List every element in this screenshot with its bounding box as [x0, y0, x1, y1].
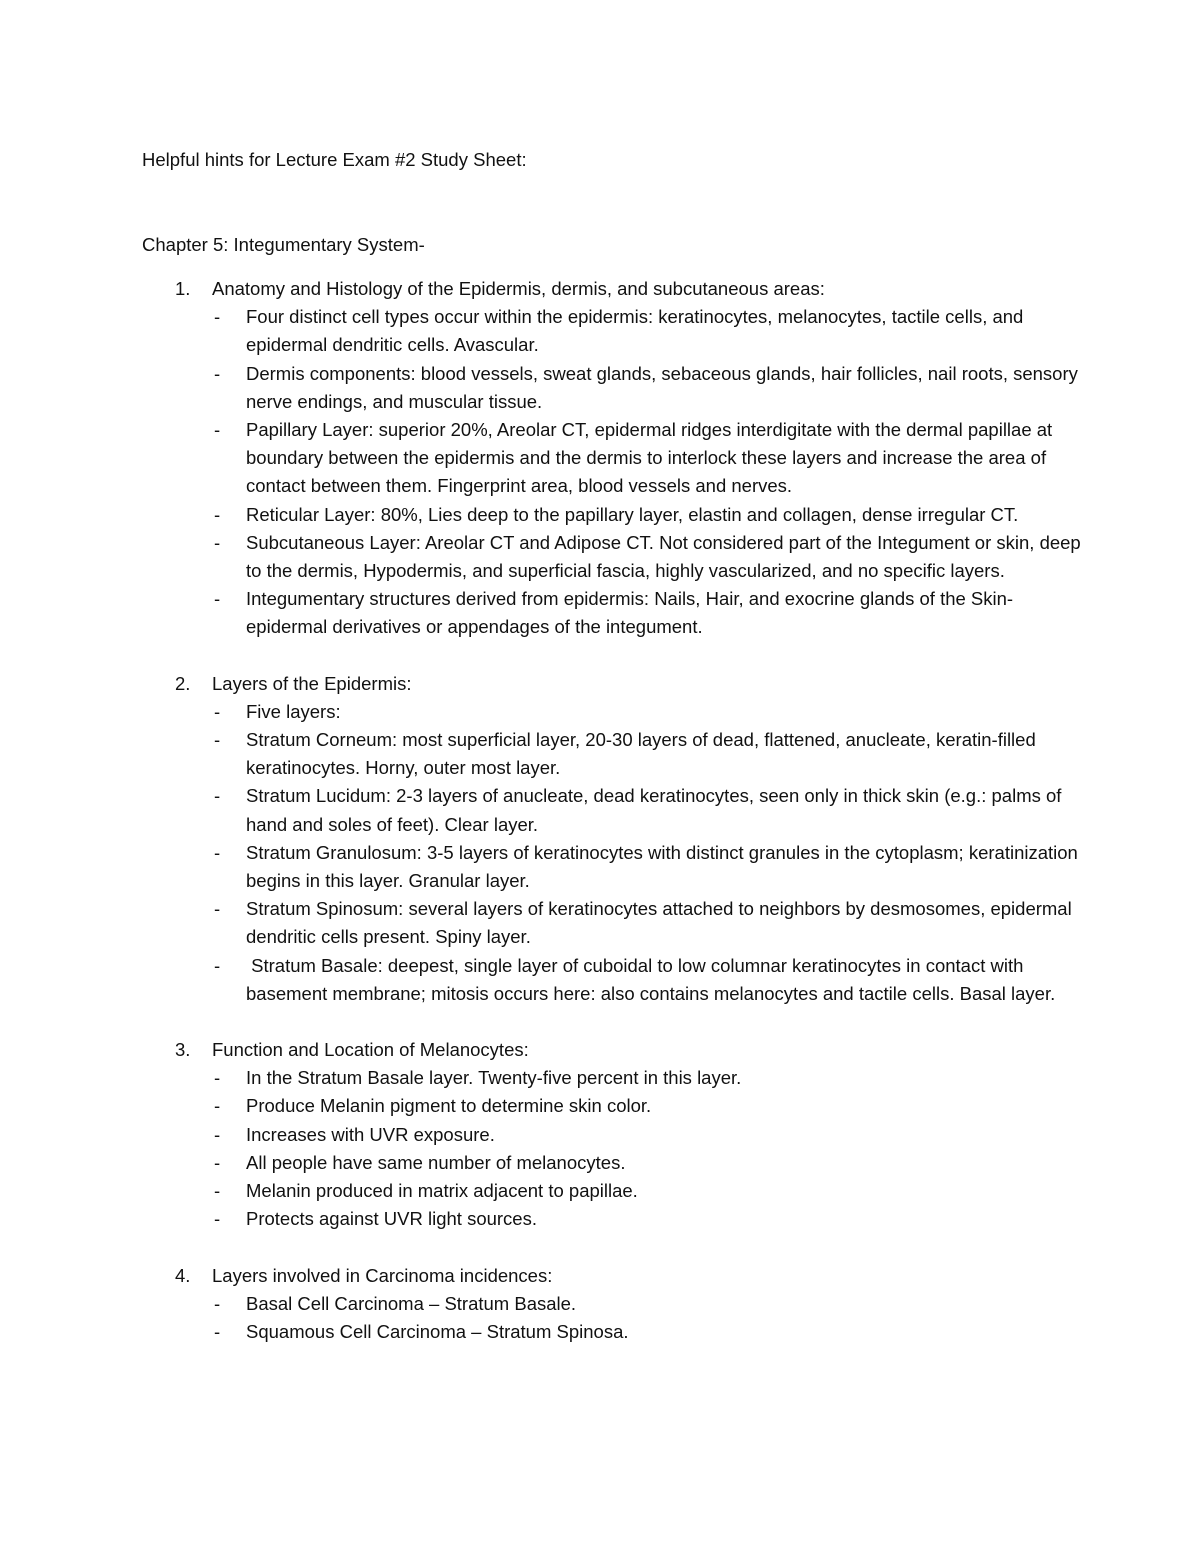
bullet-text: Four distinct cell types occur within the epidermis: keratinocytes, melanocytes, tactile cells, and epidermal dendritic cells. Avascular. — [246, 306, 1024, 356]
dash-marker: - — [214, 954, 221, 976]
section-2 — [142, 670, 1082, 1008]
bullet-item — [142, 360, 1082, 416]
section-heading — [142, 1036, 1082, 1064]
bullet-text: Stratum Granulosum: 3-5 layers of keratinocytes with distinct granules in the cytoplasm; keratinization begins in this layer. Granular layer. — [246, 841, 1078, 892]
bullet-item — [142, 501, 1082, 529]
bullet-item — [142, 416, 1082, 501]
dash-marker: - — [214, 1095, 221, 1117]
dash-marker: - — [214, 1320, 221, 1342]
section-heading — [142, 1262, 1082, 1290]
document-title: Helpful hints for Lecture Exam #2 Study Sheet: — [142, 149, 527, 170]
dash-marker: - — [214, 588, 221, 610]
bullet-item — [142, 303, 1082, 359]
dash-marker: - — [214, 841, 221, 863]
chapter-heading: Chapter 5: Integumentary System- — [142, 234, 425, 255]
section-heading-text: Layers of the Epidermis: — [212, 672, 412, 694]
dash-marker: - — [214, 503, 221, 525]
section-number: 3. — [175, 1039, 191, 1061]
bullet-text: Squamous Cell Carcinoma – Stratum Spinosa. — [246, 1320, 629, 1342]
bullet-item — [142, 726, 1082, 782]
bullet-text: Papillary Layer: superior 20%, Areolar CT, epidermal ridges interdigitate with the dermal papillae at boundary between the epidermis and the dermis to interlock these layers and increase the area of contact between them. Fingerprint area, blood vessels and nerves. — [246, 419, 1053, 497]
dash-marker: - — [214, 1123, 221, 1145]
section-heading — [142, 275, 1082, 303]
bullet-item — [142, 1149, 1082, 1177]
bullet-text: Dermis components: blood vessels, sweat glands, sebaceous glands, hair follicles, nail roots, sensory nerve endings, and muscular tissue. — [246, 362, 1078, 412]
bullet-item — [142, 952, 1082, 1008]
dash-marker: - — [214, 700, 221, 722]
bullet-text: Stratum Corneum: most superficial layer, 20-30 layers of dead, flattened, anucleate, keratin-filled keratinocytes. Horny, outer most layer. — [246, 729, 1036, 779]
dash-marker: - — [214, 729, 221, 751]
bullet-text: Melanin produced in matrix adjacent to papillae. — [246, 1180, 638, 1202]
section-3 — [142, 1036, 1082, 1233]
bullet-item — [142, 1205, 1082, 1233]
bullet-text: Integumentary structures derived from epidermis: Nails, Hair, and exocrine glands of the Skin- epidermal derivatives or appendages of the integument. — [246, 588, 1014, 638]
bullet-item — [142, 1177, 1082, 1205]
dash-marker: - — [214, 898, 221, 920]
bullet-item — [142, 1290, 1082, 1318]
section-number: 2. — [175, 672, 191, 694]
bullet-text: In the Stratum Basale layer. Twenty-five percent in this layer. — [246, 1067, 742, 1089]
bullet-item — [142, 698, 1082, 726]
dash-marker: - — [214, 1180, 221, 1202]
bullet-text: Stratum Spinosum: several layers of keratinocytes attached to neighbors by desmosomes, epidermal dendritic cells present. Spiny layer. — [246, 898, 1072, 948]
section-1 — [142, 275, 1082, 642]
bullet-text: Increases with UVR exposure. — [246, 1123, 495, 1145]
section-heading-text: Layers involved in Carcinoma incidences: — [212, 1264, 553, 1286]
bullet-item — [142, 839, 1082, 895]
dash-marker: - — [214, 1292, 221, 1314]
bullet-item — [142, 895, 1082, 951]
bullet-item — [142, 529, 1082, 585]
bullet-text: Reticular Layer: 80%, Lies deep to the papillary layer, elastin and collagen, dense irregular CT. — [246, 503, 1019, 525]
bullet-item — [142, 782, 1082, 838]
bullet-item — [142, 1121, 1082, 1149]
bullet-text: Produce Melanin pigment to determine skin color. — [246, 1095, 652, 1117]
bullet-text: All people have same number of melanocytes. — [246, 1151, 626, 1173]
bullet-text: Protects against UVR light sources. — [246, 1208, 537, 1230]
section-4 — [142, 1262, 1082, 1347]
bullet-item — [142, 1064, 1082, 1092]
dash-marker: - — [214, 785, 221, 807]
section-number: 4. — [175, 1264, 191, 1286]
bullet-item — [142, 1318, 1082, 1346]
section-number: 1. — [175, 278, 191, 299]
dash-marker: - — [214, 362, 221, 384]
bullet-item — [142, 1092, 1082, 1120]
bullet-text: Stratum Lucidum: 2-3 layers of anucleate, dead keratinocytes, seen only in thick skin (e.g.: palms of hand and soles of feet). Clear layer. — [246, 785, 1062, 835]
bullet-text: Stratum Basale: deepest, single layer of cuboidal to low columnar keratinocytes in contact with basement membrane; mitosis occurs here: also contains melanocytes and tactile cells. Basal layer. — [246, 954, 1056, 1004]
section-heading-text: Anatomy and Histology of the Epidermis, dermis, and subcutaneous areas: — [212, 278, 825, 299]
dash-marker: - — [214, 1208, 221, 1230]
dash-marker: - — [214, 1067, 221, 1089]
bullet-item — [142, 585, 1082, 641]
dash-marker: - — [214, 306, 221, 328]
dash-marker: - — [214, 419, 221, 441]
dash-marker: - — [214, 1151, 221, 1173]
section-heading — [142, 670, 1082, 698]
bullet-text: Five layers: — [246, 700, 341, 722]
sections-list — [142, 275, 1082, 1374]
bullet-text: Subcutaneous Layer: Areolar CT and Adipose CT. Not considered part of the Integument or skin, deep to the dermis, Hypodermis, and superficial fascia, highly vascularized, and no specific layers. — [246, 531, 1081, 582]
section-heading-text: Function and Location of Melanocytes: — [212, 1039, 529, 1061]
dash-marker: - — [214, 531, 221, 553]
bullet-text: Basal Cell Carcinoma – Stratum Basale. — [246, 1292, 577, 1314]
